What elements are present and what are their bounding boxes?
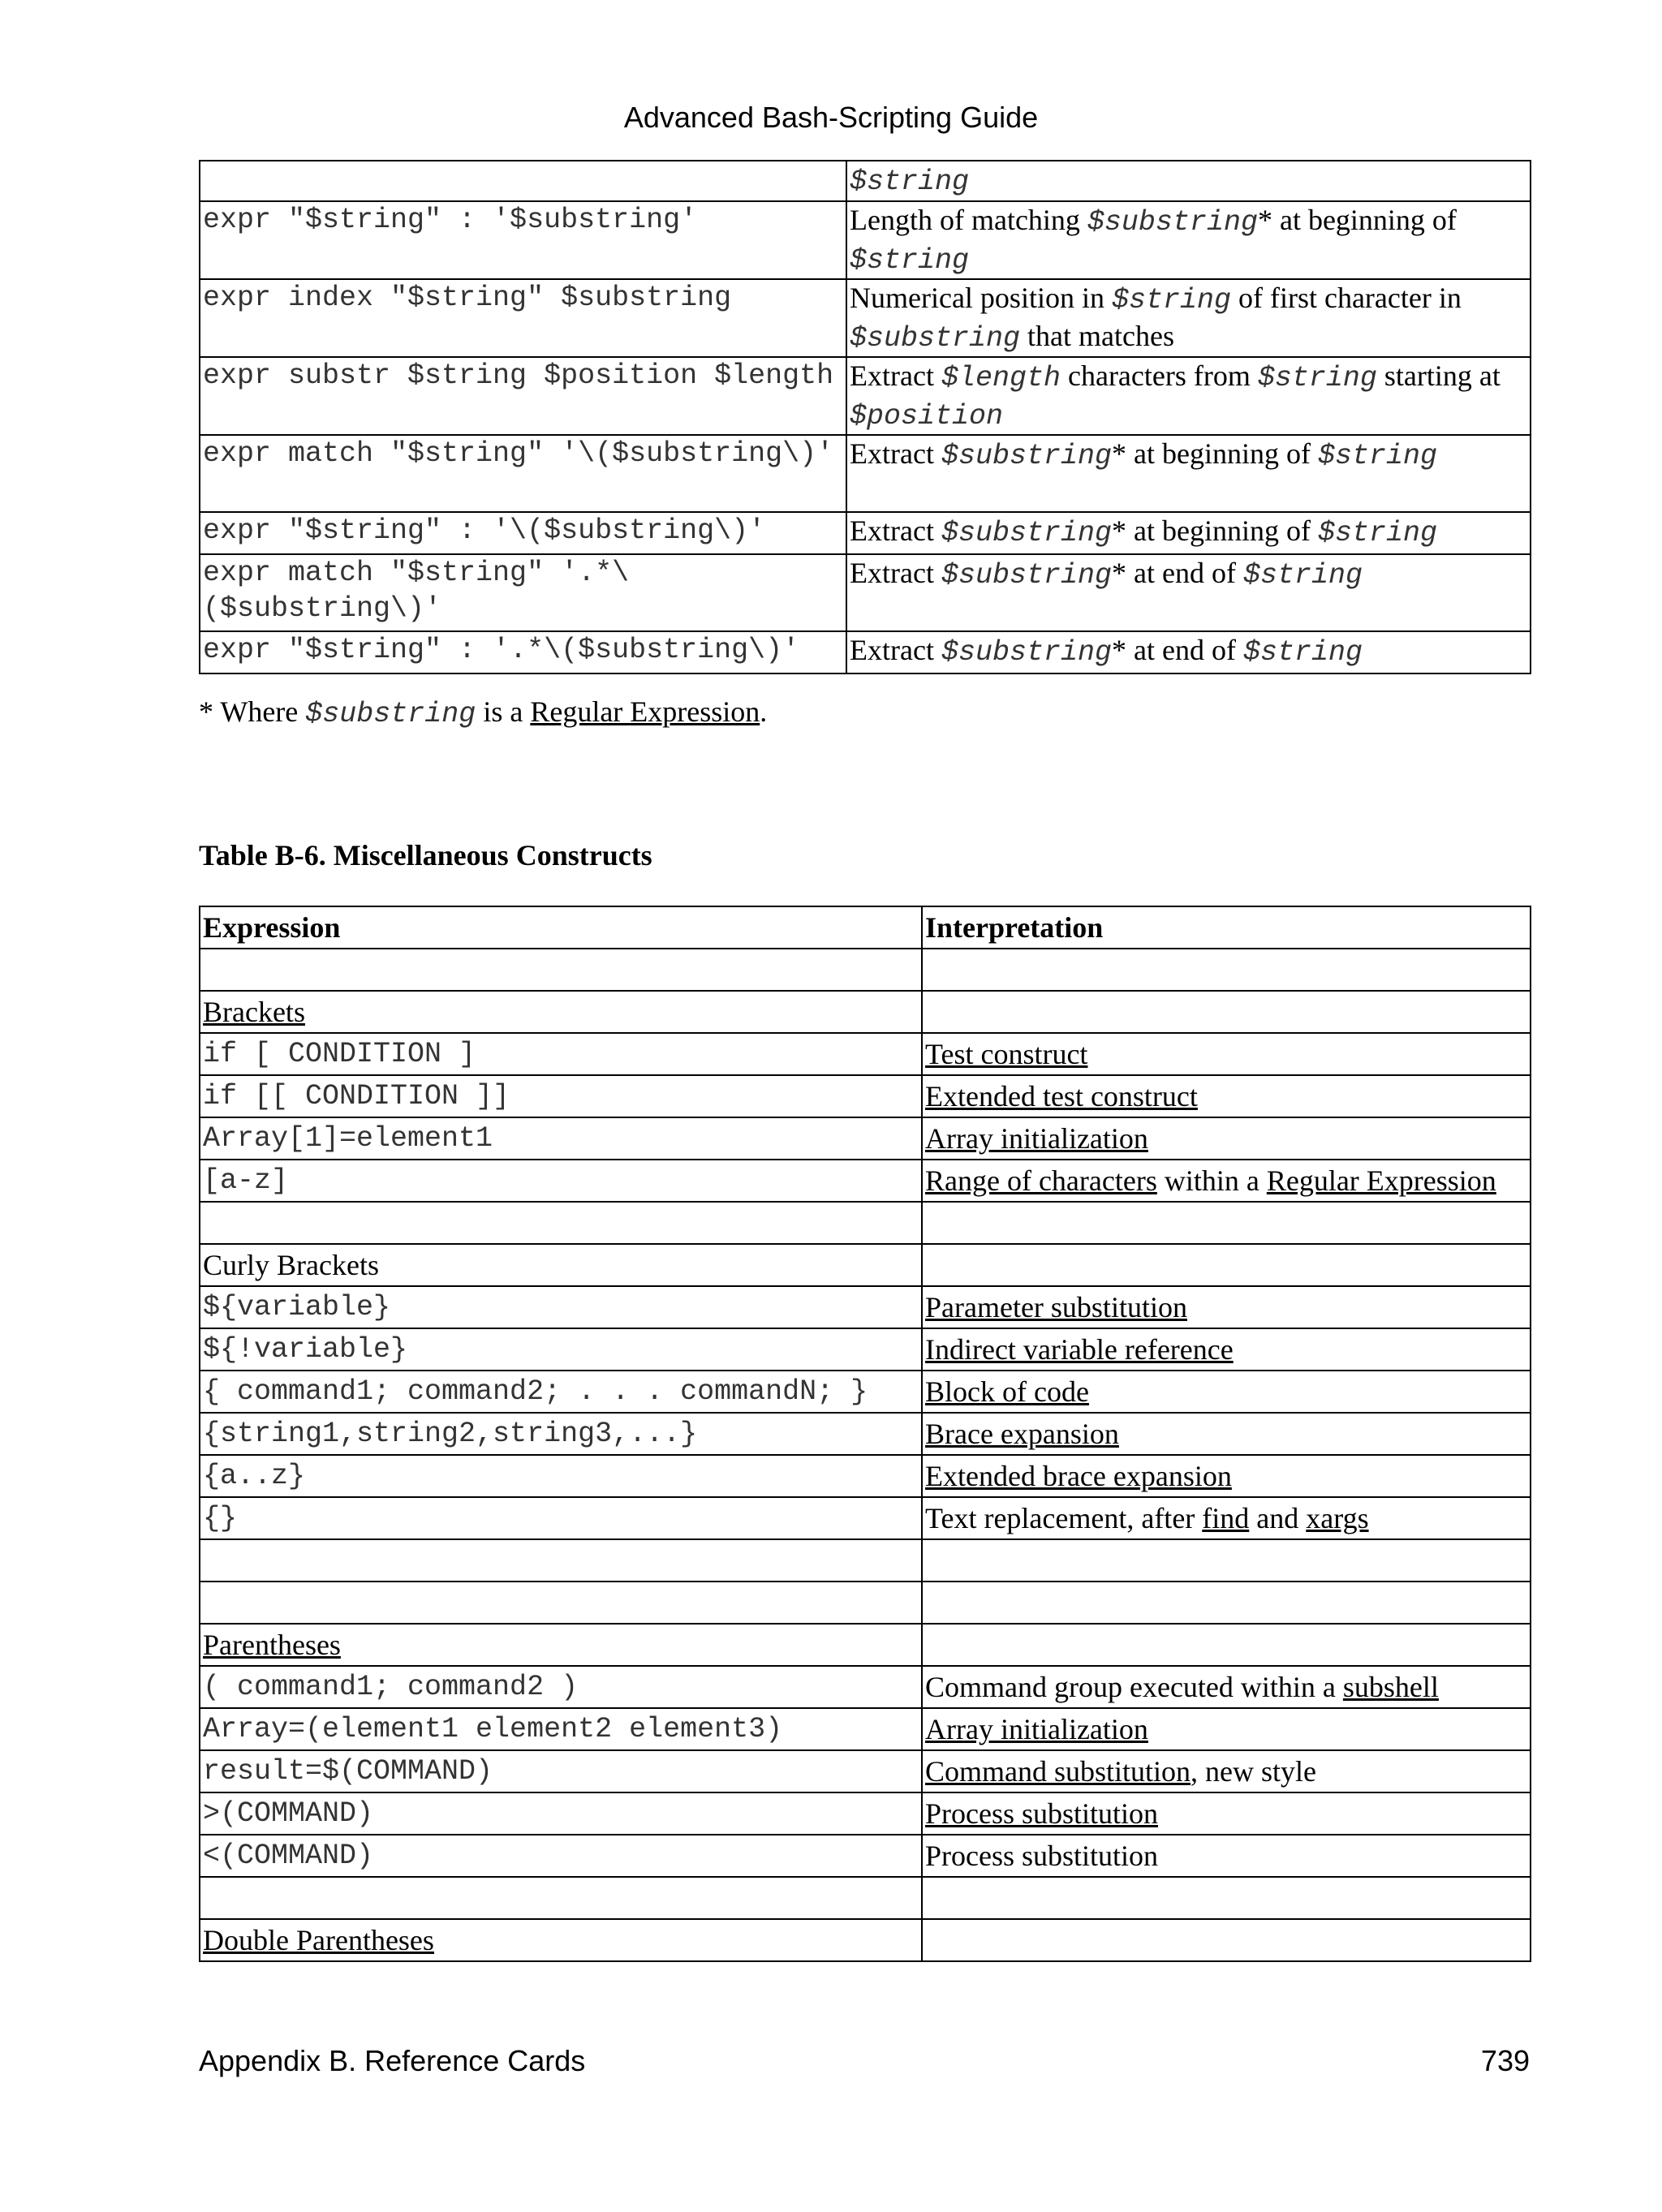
table-caption: Table B-6. Miscellaneous Constructs [199, 839, 652, 871]
expression-cell: expr "$string" : '.*\($substring\)' [200, 631, 846, 673]
table-row [200, 161, 1531, 201]
interpretation-cell: Command substitution, new style [922, 1750, 1531, 1792]
table-row [200, 512, 1531, 554]
misc-constructs-table [199, 906, 1531, 1962]
expression-cell: expr "$string" : '$substring' [200, 201, 846, 279]
table-row [200, 631, 1531, 673]
expression-cell: ( command1; command2 ) [200, 1666, 922, 1708]
interpretation-cell: Extract $length characters from $string starting at $position [846, 357, 1531, 435]
table-row [200, 949, 1531, 991]
table-row [200, 1835, 1531, 1877]
expression-cell: {} [200, 1497, 922, 1539]
interpretation-cell: Extract $substring* at end of $string [846, 554, 1531, 631]
table-row [200, 1919, 1531, 1961]
expression-cell: expr match "$string" '\($substring\)' [200, 435, 846, 512]
table-row [200, 1877, 1531, 1919]
table-row [200, 1202, 1531, 1244]
table-row [200, 1244, 1531, 1286]
expression-cell: ${variable} [200, 1286, 922, 1328]
expression-cell: Array=(element1 element2 element3) [200, 1708, 922, 1750]
interpretation-cell: Command group executed within a subshell [922, 1666, 1531, 1708]
table-row [200, 1792, 1531, 1835]
expression-cell: >(COMMAND) [200, 1792, 922, 1835]
interpretation-cell: Process substitution [922, 1835, 1531, 1877]
interpretation-cell: Text replacement, after find and xargs [922, 1497, 1531, 1539]
table-row [200, 435, 1531, 512]
expression-cell: expr substr $string $position $length [200, 357, 846, 435]
table-header-row [200, 906, 1531, 949]
page-header-title: Advanced Bash-Scripting Guide [623, 101, 1039, 134]
expression-cell [200, 1202, 922, 1244]
table-row [200, 201, 1531, 279]
interpretation-cell: Extract $substring* at beginning of $string [846, 512, 1531, 554]
expression-cell: expr index "$string" $substring [200, 279, 846, 357]
table-row [200, 1033, 1531, 1075]
expression-cell: Brackets [200, 991, 922, 1033]
interpretation-cell [922, 1202, 1531, 1244]
interpretation-cell: Length of matching $substring* at beginning of $string [846, 201, 1531, 279]
interpretation-cell: Array initialization [922, 1708, 1531, 1750]
regex-footnote: * Where $substring is a Regular Expression. [199, 695, 768, 730]
interpretation-cell: Extended brace expansion [922, 1455, 1531, 1497]
expression-cell: { command1; command2; . . . commandN; } [200, 1371, 922, 1413]
interpretation-cell [922, 1624, 1531, 1666]
table-row [200, 1075, 1531, 1117]
interpretation-cell: Extract $substring* at end of $string [846, 631, 1531, 673]
expression-cell: {string1,string2,string3,...} [200, 1413, 922, 1455]
interpretation-cell [922, 1244, 1531, 1286]
string-operations-table [199, 160, 1531, 674]
expression-cell: [a-z] [200, 1160, 922, 1202]
footer-page-number: 739 [1480, 2044, 1530, 2077]
expression-cell: {a..z} [200, 1455, 922, 1497]
expression-cell: Array[1]=element1 [200, 1117, 922, 1160]
table-row [200, 357, 1531, 435]
footer-chapter: Appendix B. Reference Cards [199, 2044, 586, 2077]
table-row [200, 1708, 1531, 1750]
expression-cell: Parentheses [200, 1624, 922, 1666]
expression-cell [200, 1877, 922, 1919]
expression-cell [200, 161, 846, 201]
table-row [200, 279, 1531, 357]
interpretation-cell [922, 991, 1531, 1033]
table-row [200, 1371, 1531, 1413]
interpretation-cell [922, 1582, 1531, 1624]
interpretation-cell: Numerical position in $string of first character in $substring that matches [846, 279, 1531, 357]
interpretation-cell: Block of code [922, 1371, 1531, 1413]
interpretation-cell: Parameter substitution [922, 1286, 1531, 1328]
interpretation-cell [922, 1877, 1531, 1919]
table-row [200, 1286, 1531, 1328]
expression-cell: expr "$string" : '\($substring\)' [200, 512, 846, 554]
expression-cell: Double Parentheses [200, 1919, 922, 1961]
expression-cell: <(COMMAND) [200, 1835, 922, 1877]
expression-cell: if [[ CONDITION ]] [200, 1075, 922, 1117]
table-row [200, 1328, 1531, 1371]
interpretation-cell: $string [846, 161, 1531, 201]
interpretation-cell: Test construct [922, 1033, 1531, 1075]
table-row [200, 1666, 1531, 1708]
interpretation-cell: Range of characters within a Regular Expression [922, 1160, 1531, 1202]
header-interpretation: Interpretation [922, 906, 1531, 949]
expression-cell: result=$(COMMAND) [200, 1750, 922, 1792]
expression-cell: ${!variable} [200, 1328, 922, 1371]
interpretation-cell: Extended test construct [922, 1075, 1531, 1117]
expression-cell: expr match "$string" '.*\($substring\)' [200, 554, 846, 631]
table-row [200, 1750, 1531, 1792]
interpretation-cell: Array initialization [922, 1117, 1531, 1160]
interpretation-cell: Process substitution [922, 1792, 1531, 1835]
expression-cell: Curly Brackets [200, 1244, 922, 1286]
table-row [200, 1582, 1531, 1624]
interpretation-cell: Brace expansion [922, 1413, 1531, 1455]
expression-cell [200, 1582, 922, 1624]
table-row [200, 1160, 1531, 1202]
table-row [200, 554, 1531, 631]
table-row [200, 1539, 1531, 1582]
table-row [200, 1455, 1531, 1497]
interpretation-cell [922, 1539, 1531, 1582]
interpretation-cell [922, 949, 1531, 991]
table-row [200, 1624, 1531, 1666]
interpretation-cell: Indirect variable reference [922, 1328, 1531, 1371]
table-row [200, 991, 1531, 1033]
expression-cell [200, 1539, 922, 1582]
table-row [200, 1497, 1531, 1539]
table-row [200, 1117, 1531, 1160]
interpretation-cell [922, 1919, 1531, 1961]
interpretation-cell: Extract $substring* at beginning of $string [846, 435, 1531, 512]
table-row [200, 1413, 1531, 1455]
expression-cell: if [ CONDITION ] [200, 1033, 922, 1075]
expression-cell [200, 949, 922, 991]
header-expression: Expression [200, 906, 922, 949]
